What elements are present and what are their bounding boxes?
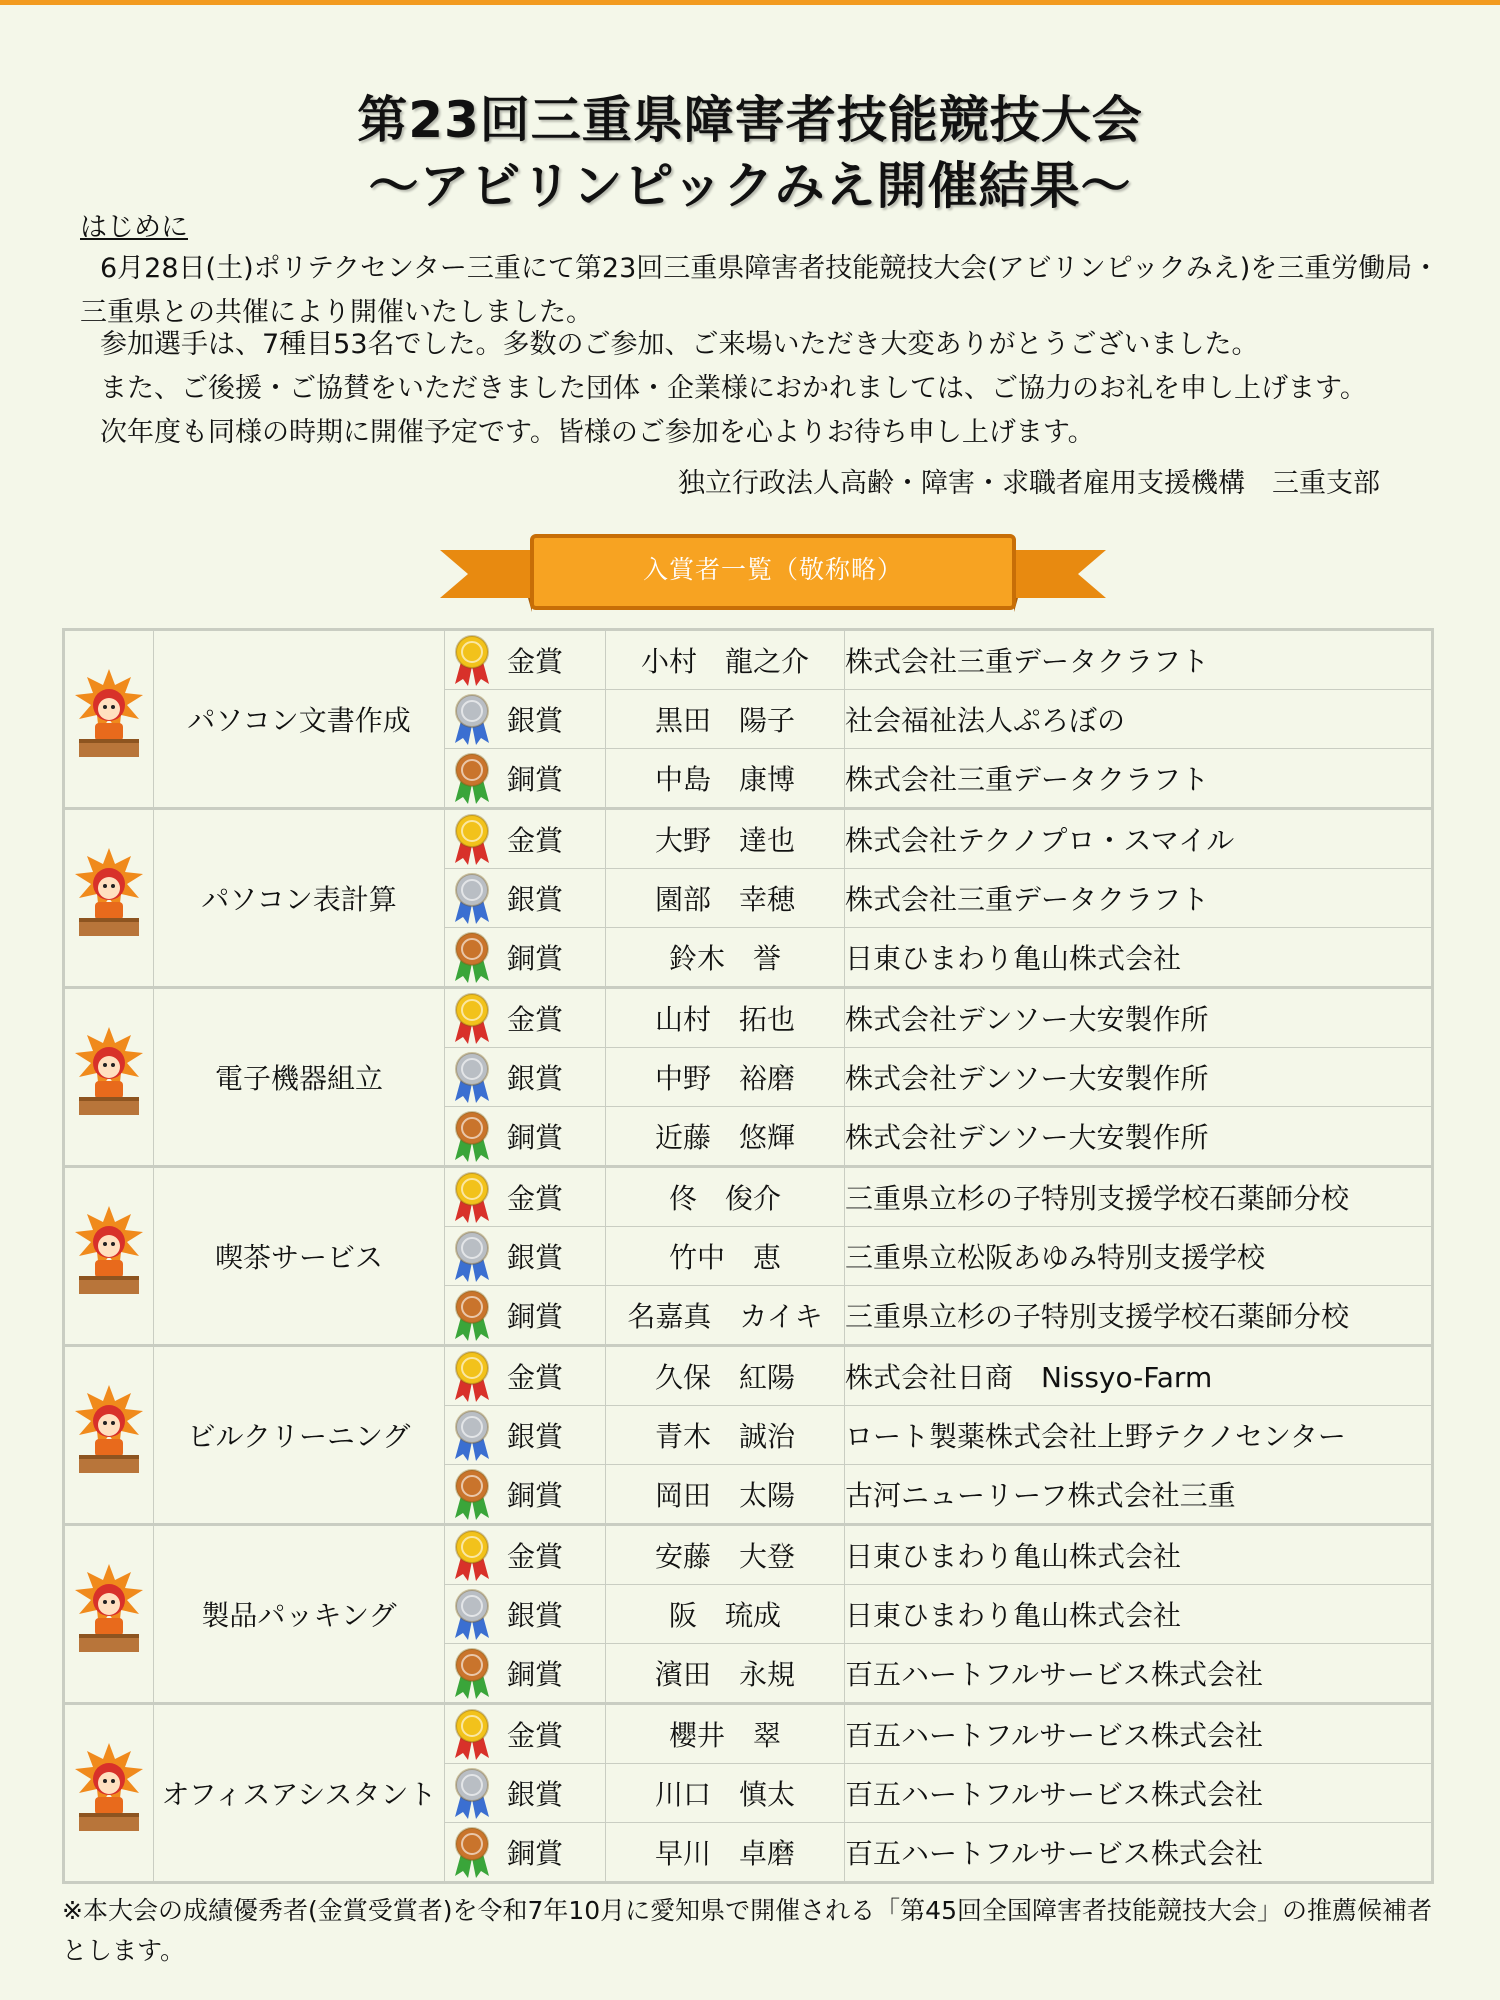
event-name: パソコン表計算 <box>154 809 445 988</box>
winner-organization: 百五ハートフルサービス株式会社 <box>845 1704 1433 1764</box>
award-label: 銀賞 <box>507 1062 564 1095</box>
award-label: 銅賞 <box>507 1121 564 1154</box>
mascot-office-icon <box>69 1735 149 1845</box>
award-label: 銅賞 <box>507 942 564 975</box>
winner-organization: 株式会社デンソー大安製作所 <box>845 1048 1433 1107</box>
gold-medal-icon <box>451 1350 493 1402</box>
award-label: 銅賞 <box>507 1479 564 1512</box>
award-label: 金賞 <box>507 1003 564 1036</box>
event-icon-cell <box>64 1346 154 1525</box>
event-name: 喫茶サービス <box>154 1167 445 1346</box>
event-icon-cell <box>64 1525 154 1704</box>
winner-name: 川口 慎太 <box>606 1764 845 1823</box>
winner-name: 小村 龍之介 <box>606 630 845 690</box>
award-label: 銅賞 <box>507 1837 564 1870</box>
table-row <box>64 1704 1433 1764</box>
winner-organization: 日東ひまわり亀山株式会社 <box>845 1525 1433 1585</box>
award-label: 銀賞 <box>507 704 564 737</box>
winner-organization: 株式会社デンソー大安製作所 <box>845 1107 1433 1167</box>
winner-name: 安藤 大登 <box>606 1525 845 1585</box>
award-cell <box>445 1227 606 1286</box>
winner-organization: 社会福祉法人ぷろぼの <box>845 690 1433 749</box>
silver-medal-icon <box>451 1409 493 1461</box>
winner-organization: 株式会社日商 Nissyo-Farm <box>845 1346 1433 1406</box>
winner-name: 青木 誠治 <box>606 1406 845 1465</box>
award-cell <box>445 1704 606 1764</box>
silver-medal-icon <box>451 1051 493 1103</box>
award-cell <box>445 1286 606 1346</box>
award-label: 金賞 <box>507 1540 564 1573</box>
intro-paragraph-1: 6月28日(土)ポリテクセンター三重にて第23回三重県障害者技能競技大会(アビリンピックみえ)を三重労働局・三重県との共催により開催いたしました。 <box>80 253 1440 328</box>
table-row <box>64 1525 1433 1585</box>
award-label: 銀賞 <box>507 1599 564 1632</box>
award-label: 金賞 <box>507 645 564 678</box>
winner-name: 中野 裕磨 <box>606 1048 845 1107</box>
silver-medal-icon <box>451 1230 493 1282</box>
winner-organization: 三重県立杉の子特別支援学校石薬師分校 <box>845 1286 1433 1346</box>
award-cell <box>445 1823 606 1883</box>
winner-name: 園部 幸穂 <box>606 869 845 928</box>
mascot-cleaning-icon <box>69 1377 149 1487</box>
winner-organization: 三重県立松阪あゆみ特別支援学校 <box>845 1227 1433 1286</box>
winner-name: 竹中 恵 <box>606 1227 845 1286</box>
gold-medal-icon <box>451 1529 493 1581</box>
bronze-medal-icon <box>451 931 493 983</box>
award-cell <box>445 630 606 690</box>
event-icon-cell <box>64 1167 154 1346</box>
winner-organization: 百五ハートフルサービス株式会社 <box>845 1644 1433 1704</box>
award-label: 銀賞 <box>507 1420 564 1453</box>
event-icon-cell <box>64 809 154 988</box>
bronze-medal-icon <box>451 752 493 804</box>
award-label: 金賞 <box>507 1182 564 1215</box>
silver-medal-icon <box>451 1767 493 1819</box>
winner-name: 阪 琉成 <box>606 1585 845 1644</box>
mascot-computer-icon <box>69 661 149 771</box>
silver-medal-icon <box>451 693 493 745</box>
winner-name: 久保 紅陽 <box>606 1346 845 1406</box>
award-cell <box>445 869 606 928</box>
gold-medal-icon <box>451 992 493 1044</box>
table-row <box>64 1346 1433 1406</box>
bronze-medal-icon <box>451 1289 493 1341</box>
award-label: 金賞 <box>507 1719 564 1752</box>
awards-table <box>62 628 1434 1884</box>
mascot-spreadsheet-icon <box>69 840 149 950</box>
bronze-medal-icon <box>451 1468 493 1520</box>
award-cell <box>445 1048 606 1107</box>
award-cell <box>445 1585 606 1644</box>
event-icon-cell <box>64 630 154 809</box>
award-cell <box>445 988 606 1048</box>
table-row <box>64 630 1433 690</box>
table-row <box>64 988 1433 1048</box>
winner-organization: ロート製薬株式会社上野テクノセンター <box>845 1406 1433 1465</box>
award-label: 銅賞 <box>507 1658 564 1691</box>
mascot-cafe-icon <box>69 1198 149 1308</box>
page-title: 第23回三重県障害者技能競技大会 <box>357 91 1143 149</box>
top-accent-bar <box>0 0 1500 5</box>
intro-paragraph-2: 参加選手は、7種目53名でした。多数のご参加、ご来場いただき大変ありがとうございました。 <box>100 329 1259 360</box>
award-cell <box>445 809 606 869</box>
event-name: ビルクリーニング <box>154 1346 445 1525</box>
award-cell <box>445 690 606 749</box>
organizer-signature: 独立行政法人高齢・障害・求職者雇用支援機構 三重支部 <box>678 468 1380 499</box>
intro-heading: はじめに <box>80 212 188 243</box>
winner-organization: 株式会社デンソー大安製作所 <box>845 988 1433 1048</box>
winner-name: 大野 達也 <box>606 809 845 869</box>
winner-organization: 古河ニューリーフ株式会社三重 <box>845 1465 1433 1525</box>
award-label: 銅賞 <box>507 763 564 796</box>
winner-name: 近藤 悠輝 <box>606 1107 845 1167</box>
event-name: パソコン文書作成 <box>154 630 445 809</box>
award-cell <box>445 1764 606 1823</box>
silver-medal-icon <box>451 1588 493 1640</box>
award-label: 金賞 <box>507 824 564 857</box>
winner-organization: 株式会社三重データクラフト <box>845 749 1433 809</box>
winner-organization: 株式会社三重データクラフト <box>845 869 1433 928</box>
winner-organization: 三重県立杉の子特別支援学校石薬師分校 <box>845 1167 1433 1227</box>
event-name: 電子機器組立 <box>154 988 445 1167</box>
award-list-banner-label: 入賞者一覧（敬称略） <box>642 555 903 584</box>
gold-medal-icon <box>451 1708 493 1760</box>
winner-name: 岡田 太陽 <box>606 1465 845 1525</box>
event-icon-cell <box>64 1704 154 1883</box>
winner-name: 名嘉真 カイキ <box>606 1286 845 1346</box>
award-label: 銀賞 <box>507 883 564 916</box>
winner-name: 鈴木 誉 <box>606 928 845 988</box>
award-cell <box>445 1346 606 1406</box>
silver-medal-icon <box>451 872 493 924</box>
award-cell <box>445 1107 606 1167</box>
award-label: 銅賞 <box>507 1300 564 1333</box>
page-subtitle: ～アビリンピックみえ開催結果～ <box>368 157 1132 215</box>
winner-organization: 百五ハートフルサービス株式会社 <box>845 1823 1433 1883</box>
gold-medal-icon <box>451 634 493 686</box>
award-cell <box>445 1465 606 1525</box>
award-cell <box>445 1406 606 1465</box>
bronze-medal-icon <box>451 1110 493 1162</box>
table-row <box>64 809 1433 869</box>
event-icon-cell <box>64 988 154 1167</box>
winner-name: 中島 康博 <box>606 749 845 809</box>
winner-name: 濱田 永規 <box>606 1644 845 1704</box>
winner-name: 佟 俊介 <box>606 1167 845 1227</box>
winner-organization: 株式会社テクノプロ・スマイル <box>845 809 1433 869</box>
award-cell <box>445 1644 606 1704</box>
winner-organization: 日東ひまわり亀山株式会社 <box>845 1585 1433 1644</box>
award-label: 銀賞 <box>507 1778 564 1811</box>
gold-medal-icon <box>451 1171 493 1223</box>
award-cell <box>445 1167 606 1227</box>
mascot-assembly-icon <box>69 1019 149 1129</box>
award-cell <box>445 749 606 809</box>
winner-name: 山村 拓也 <box>606 988 845 1048</box>
winner-organization: 株式会社三重データクラフト <box>845 630 1433 690</box>
award-cell <box>445 928 606 988</box>
table-row <box>64 1167 1433 1227</box>
mascot-packing-icon <box>69 1556 149 1666</box>
footer-note: ※本大会の成績優秀者(金賞受賞者)を令和7年10月に愛知県で開催される「第45回全国障害者技能競技大会」の推薦候補者とします。 <box>62 1896 1432 1965</box>
winner-organization: 日東ひまわり亀山株式会社 <box>845 928 1433 988</box>
award-label: 金賞 <box>507 1361 564 1394</box>
award-cell <box>445 1525 606 1585</box>
winner-organization: 百五ハートフルサービス株式会社 <box>845 1764 1433 1823</box>
intro-paragraph-3: また、ご後援・ご協賛をいただきました団体・企業様におかれましては、ご協力のお礼を申し上げます。 <box>100 373 1367 404</box>
winner-name: 櫻井 翠 <box>606 1704 845 1764</box>
bronze-medal-icon <box>451 1647 493 1699</box>
winner-name: 黒田 陽子 <box>606 690 845 749</box>
event-name: オフィスアシスタント <box>154 1704 445 1883</box>
gold-medal-icon <box>451 813 493 865</box>
bronze-medal-icon <box>451 1826 493 1878</box>
event-name: 製品パッキング <box>154 1525 445 1704</box>
winner-name: 早川 卓磨 <box>606 1823 845 1883</box>
intro-paragraph-4: 次年度も同様の時期に開催予定です。皆様のご参加を心よりお待ち申し上げます。 <box>100 417 1095 448</box>
award-label: 銀賞 <box>507 1241 564 1274</box>
